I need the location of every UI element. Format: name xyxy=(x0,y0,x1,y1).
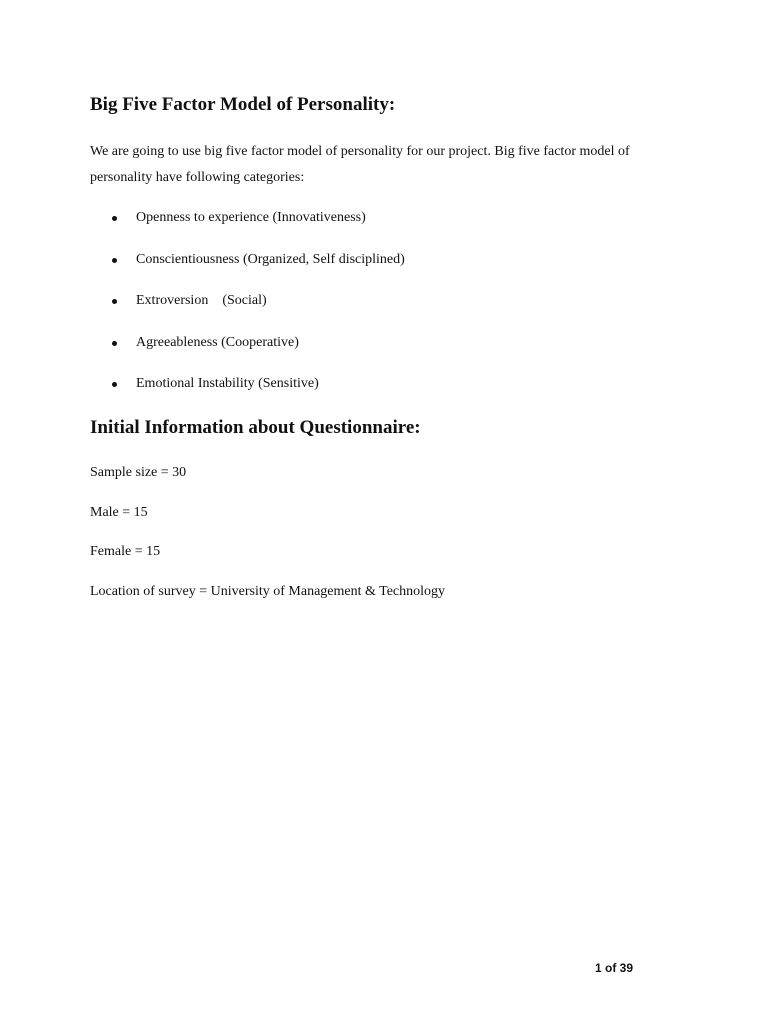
sample-size-text: Sample size = 30 xyxy=(90,465,187,480)
intro-line-1: We are going to use big five factor model of personality for our project. Big five factor model of xyxy=(90,144,630,159)
list-item-text: Openness to experience (Innovativeness) xyxy=(136,210,366,225)
bullet-icon xyxy=(112,341,117,346)
page-number: 1 of 39 xyxy=(595,961,634,975)
section-heading-questionnaire: Initial Information about Questionnaire: xyxy=(90,417,421,438)
bullet-icon xyxy=(112,216,117,221)
intro-line-2: personality have following categories: xyxy=(90,170,305,185)
list-item-text: Agreeableness (Cooperative) xyxy=(136,335,299,350)
list-item-text: Conscientiousness (Organized, Self disciplined) xyxy=(136,252,405,267)
survey-location-text: Location of survey = University of Management & Technology xyxy=(90,584,446,599)
bullet-icon xyxy=(112,382,117,387)
female-count-text: Female = 15 xyxy=(90,544,161,559)
intro-paragraph xyxy=(90,139,690,191)
bullet-icon xyxy=(112,258,117,263)
male-count-text: Male = 15 xyxy=(90,505,148,520)
section-heading-big-five: Big Five Factor Model of Personality: xyxy=(90,94,396,115)
bullet-icon xyxy=(112,299,117,304)
list-item-text: Extroversion (Social) xyxy=(136,293,267,308)
list-item-text: Emotional Instability (Sensitive) xyxy=(136,376,319,391)
